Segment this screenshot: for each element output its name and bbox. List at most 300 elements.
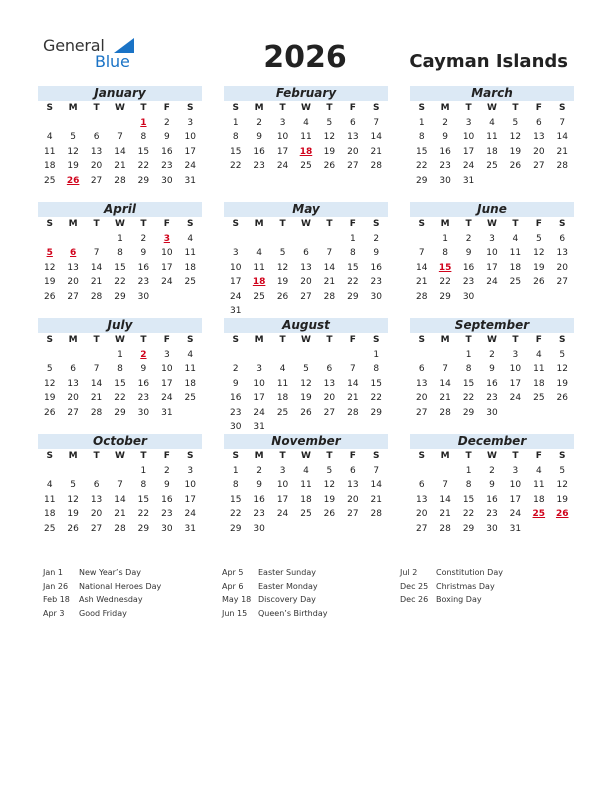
calendar-day: 24: [509, 509, 522, 519]
holiday-column: [222, 566, 327, 620]
holiday-date-label: Dec 26: [400, 595, 429, 604]
calendar-day: 19: [300, 393, 312, 403]
calendar-day: 17: [462, 146, 475, 157]
calendar-day: 17: [509, 494, 522, 505]
calendar-day: 10: [253, 378, 265, 389]
empty-cell: [85, 116, 108, 131]
calendar-day: 8: [465, 480, 472, 490]
calendar-day: 10: [276, 132, 289, 142]
calendar-day: 23: [486, 393, 498, 403]
month-april: [38, 202, 202, 304]
empty-cell: [61, 116, 84, 131]
empty-cell: [85, 232, 108, 247]
weekday-header: S: [373, 335, 380, 345]
empty-cell: [410, 232, 433, 247]
calendar-day: 19: [556, 378, 568, 389]
weekday-header: M: [440, 103, 450, 113]
weekday-header: T: [140, 335, 147, 345]
month-title: October: [38, 434, 202, 449]
calendar-day: 11: [253, 262, 265, 273]
calendar-day: 4: [535, 349, 542, 360]
calendar-day: 31: [462, 175, 475, 186]
calendar-day: 21: [439, 509, 451, 519]
holiday-name: Queen’s Birthday: [258, 608, 328, 618]
calendar-day: 13: [323, 378, 336, 389]
empty-cell: [61, 348, 84, 363]
month-title: April: [38, 202, 202, 217]
weekday-header: T: [93, 219, 100, 229]
holiday-date-label: Jan 26: [43, 581, 69, 591]
calendar-day: 15: [370, 378, 382, 389]
weekday-header: M: [440, 335, 450, 345]
calendar-day: 12: [533, 248, 545, 258]
calendar-day: 7: [373, 117, 380, 128]
calendar-day: 24: [462, 161, 475, 171]
weekday-header: S: [373, 451, 380, 461]
calendar-day: 14: [90, 262, 103, 273]
calendar-day: 14: [114, 494, 126, 505]
calendar-day: 26: [300, 407, 312, 418]
calendar-day: 30: [370, 291, 382, 302]
calendar-day: 28: [370, 161, 382, 171]
calendar-day: 25: [300, 509, 312, 519]
calendar-day: 15: [347, 262, 359, 273]
calendar-day: 30: [161, 523, 173, 534]
calendar-day: 21: [90, 393, 103, 403]
calendar-day: 22: [114, 393, 126, 403]
calendar-day: 7: [326, 248, 333, 258]
holiday-date-label: Jul 2: [400, 568, 418, 577]
calendar-day: 19: [509, 146, 522, 157]
calendar-day: 7: [117, 132, 123, 142]
holiday-name: Discovery Day: [258, 595, 316, 604]
calendar-day: 29: [462, 523, 475, 534]
day-grid: [410, 449, 574, 536]
weekday-header: T: [279, 451, 286, 461]
calendar-day: 20: [415, 393, 428, 403]
month-june: [410, 202, 574, 304]
calendar-day: 29: [229, 523, 242, 534]
weekday-header: S: [418, 219, 425, 229]
calendar-day: 15: [137, 146, 150, 157]
calendar-day: 7: [117, 480, 123, 490]
calendar-day: 23: [137, 277, 150, 287]
calendar-day: 5: [559, 349, 566, 360]
calendar-day: 11: [533, 364, 545, 374]
calendar-day: 29: [137, 175, 150, 186]
weekday-header: S: [559, 451, 566, 461]
calendar-year: 2026: [263, 40, 347, 75]
calendar-day: 24: [253, 407, 265, 418]
calendar-day: 18: [533, 378, 545, 389]
weekday-header: W: [115, 103, 125, 113]
calendar-day: 19: [533, 262, 545, 273]
weekday-header: S: [559, 219, 566, 229]
empty-cell: [271, 348, 294, 363]
weekday-header: T: [465, 219, 472, 229]
holiday-name: Constitution Day: [436, 568, 503, 577]
day-grid: [224, 333, 388, 435]
holiday-date-label: Jun 15: [222, 608, 248, 618]
weekday-header: S: [418, 451, 425, 461]
calendar-day: 23: [137, 393, 150, 403]
calendar-day: 16: [137, 262, 150, 273]
holiday-name: Easter Monday: [258, 581, 318, 591]
month-title: November: [224, 434, 388, 449]
calendar-day: 30: [137, 291, 150, 302]
empty-cell: [318, 232, 341, 247]
calendar-day: 14: [347, 378, 359, 389]
calendar-day: 29: [462, 407, 475, 418]
empty-cell: [410, 348, 433, 363]
calendar-day: 4: [187, 349, 194, 360]
calendar-day: 10: [462, 132, 475, 142]
empty-cell: [224, 232, 247, 247]
calendar-day: 10: [509, 480, 522, 490]
calendar-day: 22: [462, 509, 475, 519]
calendar-day: 25: [276, 407, 289, 418]
calendar-day: 14: [439, 378, 451, 389]
calendar-day: 14: [114, 146, 126, 157]
calendar-day: 4: [256, 248, 262, 258]
holiday-date: 15: [438, 262, 452, 273]
empty-cell: [318, 348, 341, 363]
calendar-day: 12: [323, 132, 336, 142]
weekday-header: T: [93, 103, 100, 113]
calendar-day: 14: [370, 132, 382, 142]
calendar-day: 30: [161, 175, 173, 186]
calendar-day: 16: [486, 494, 498, 505]
calendar-day: 24: [509, 393, 522, 403]
empty-cell: [247, 232, 270, 247]
calendar-day: 24: [229, 291, 242, 302]
calendar-day: 11: [300, 132, 312, 142]
calendar-day: 1: [232, 465, 239, 476]
calendar-day: 4: [535, 465, 542, 476]
weekday-header: F: [535, 103, 542, 113]
calendar-day: 25: [253, 291, 265, 302]
weekday-header: S: [232, 219, 239, 229]
month-january: [38, 86, 202, 188]
weekday-header: T: [140, 219, 147, 229]
calendar-day: 11: [533, 480, 545, 490]
calendar-day: 18: [300, 494, 312, 505]
calendar-day: 3: [512, 349, 519, 360]
day-grid: [224, 101, 388, 174]
calendar-day: 10: [486, 248, 498, 258]
calendar-day: 17: [509, 378, 522, 389]
calendar-day: 29: [415, 175, 428, 186]
empty-cell: [38, 348, 61, 363]
calendar-day: 11: [184, 364, 196, 374]
holiday-date: 6: [70, 248, 77, 258]
calendar-day: 15: [137, 494, 150, 505]
calendar-day: 14: [90, 378, 103, 389]
holiday-item: [400, 566, 503, 580]
weekday-header: T: [279, 219, 286, 229]
calendar-day: 7: [373, 465, 380, 476]
weekday-header: T: [326, 451, 333, 461]
calendar-day: 24: [161, 393, 173, 403]
holiday-item: [43, 593, 161, 607]
calendar-day: 8: [232, 480, 239, 490]
empty-cell: [224, 348, 247, 363]
weekday-header: S: [187, 451, 194, 461]
weekday-header: T: [465, 103, 472, 113]
calendar-day: 28: [114, 175, 126, 186]
weekday-header: W: [301, 103, 311, 113]
calendar-day: 30: [229, 422, 242, 432]
holiday-item: [400, 580, 503, 594]
calendar-day: 6: [303, 248, 309, 258]
month-november: [224, 434, 388, 536]
calendar-day: 4: [46, 480, 53, 490]
day-grid: [224, 449, 388, 536]
calendar-day: 24: [184, 509, 196, 519]
calendar-day: 6: [326, 364, 333, 374]
calendar-day: 15: [229, 146, 242, 157]
calendar-day: 25: [486, 161, 498, 171]
day-grid: [410, 101, 574, 188]
empty-cell: [38, 116, 61, 131]
calendar-day: 17: [486, 262, 498, 273]
calendar-day: 19: [556, 494, 568, 505]
weekday-header: S: [418, 103, 425, 113]
calendar-day: 1: [373, 349, 380, 360]
calendar-day: 21: [114, 161, 126, 171]
weekday-header: W: [301, 335, 311, 345]
holiday-name: Ash Wednesday: [79, 595, 143, 604]
calendar-day: 16: [253, 146, 265, 157]
brand-logo: [43, 36, 143, 72]
calendar-day: 26: [67, 523, 79, 534]
calendar-day: 14: [415, 262, 428, 273]
calendar-day: 8: [117, 364, 123, 374]
calendar-day: 2: [489, 349, 495, 360]
holiday-item: [222, 566, 327, 580]
calendar-day: 7: [442, 364, 448, 374]
calendar-day: 6: [93, 132, 100, 142]
calendar-day: 10: [184, 132, 196, 142]
calendar-day: 9: [442, 132, 448, 142]
holiday-name: Easter Sunday: [258, 568, 316, 577]
calendar-day: 4: [303, 117, 309, 128]
calendar-day: 23: [253, 161, 265, 171]
calendar-day: 18: [486, 146, 498, 157]
weekday-header: F: [349, 219, 356, 229]
calendar-day: 30: [439, 175, 451, 186]
calendar-day: 19: [323, 494, 336, 505]
calendar-day: 29: [439, 291, 451, 302]
calendar-day: 22: [114, 277, 126, 287]
calendar-day: 17: [276, 494, 289, 505]
calendar-day: 17: [161, 378, 173, 389]
calendar-day: 28: [90, 407, 103, 418]
calendar-day: 28: [439, 407, 451, 418]
calendar-day: 18: [533, 494, 545, 505]
calendar-day: 24: [276, 161, 289, 171]
calendar-day: 13: [556, 248, 568, 258]
calendar-day: 5: [303, 364, 309, 374]
calendar-day: 31: [229, 306, 242, 316]
weekday-header: S: [187, 335, 194, 345]
calendar-day: 21: [114, 509, 126, 519]
calendar-day: 14: [370, 480, 382, 490]
calendar-day: 23: [253, 509, 265, 519]
calendar-day: 29: [114, 407, 126, 418]
calendar-day: 26: [533, 277, 545, 287]
weekday-header: W: [301, 451, 311, 461]
calendar-day: 21: [370, 146, 382, 157]
calendar-day: 2: [489, 465, 495, 476]
calendar-day: 14: [323, 262, 336, 273]
weekday-header: S: [232, 335, 239, 345]
weekday-header: S: [559, 335, 566, 345]
calendar-day: 18: [184, 378, 196, 389]
calendar-day: 20: [415, 509, 428, 519]
calendar-day: 11: [486, 132, 498, 142]
weekday-header: W: [487, 103, 497, 113]
weekday-header: M: [68, 103, 78, 113]
calendar-day: 27: [90, 175, 103, 186]
calendar-day: 28: [415, 291, 428, 302]
day-grid: [38, 449, 202, 536]
weekday-header: S: [373, 103, 380, 113]
calendar-day: 25: [43, 523, 56, 534]
calendar-day: 13: [415, 378, 428, 389]
holiday-name: National Heroes Day: [79, 581, 162, 591]
calendar-day: 2: [140, 233, 147, 244]
calendar-day: 27: [67, 407, 79, 418]
calendar-day: 21: [370, 494, 382, 505]
calendar-day: 23: [370, 277, 382, 287]
calendar-day: 4: [187, 233, 194, 244]
calendar-day: 8: [349, 248, 356, 258]
calendar-day: 30: [486, 523, 498, 534]
calendar-day: 29: [370, 407, 382, 418]
calendar-day: 6: [418, 364, 425, 374]
holiday-date: 3: [163, 233, 170, 244]
calendar-day: 3: [187, 117, 194, 128]
calendar-day: 24: [276, 509, 289, 519]
calendar-day: 23: [462, 277, 475, 287]
calendar-day: 16: [370, 262, 382, 273]
calendar-day: 20: [347, 146, 359, 157]
holiday-name: Christmas Day: [436, 581, 495, 591]
empty-cell: [38, 464, 61, 479]
holiday-date: 26: [555, 509, 569, 519]
calendar-day: 18: [276, 393, 289, 403]
calendar-day: 27: [323, 407, 336, 418]
calendar-day: 22: [439, 277, 451, 287]
holiday-date: 18: [252, 277, 266, 287]
calendar-day: 3: [279, 117, 286, 128]
calendar-day: 17: [184, 146, 196, 157]
calendar-day: 1: [140, 465, 147, 476]
weekday-header: W: [115, 451, 125, 461]
calendar-day: 26: [323, 509, 336, 519]
calendar-day: 26: [556, 393, 568, 403]
calendar-day: 27: [533, 161, 545, 171]
calendar-day: 6: [93, 480, 100, 490]
calendar-day: 24: [161, 277, 173, 287]
calendar-day: 13: [347, 132, 359, 142]
calendar-day: 25: [43, 175, 56, 186]
calendar-day: 16: [439, 146, 451, 157]
calendar-day: 4: [46, 132, 53, 142]
calendar-day: 8: [140, 480, 147, 490]
calendar-day: 16: [161, 146, 173, 157]
calendar-day: 5: [512, 117, 519, 128]
calendar-day: 25: [184, 393, 196, 403]
calendar-day: 30: [253, 523, 265, 534]
weekday-header: F: [163, 219, 170, 229]
calendar-day: 18: [43, 509, 56, 519]
holiday-date-label: Dec 25: [400, 581, 429, 591]
calendar-day: 13: [533, 132, 545, 142]
calendar-day: 31: [161, 407, 173, 418]
empty-cell: [108, 116, 131, 131]
calendar-day: 17: [229, 277, 242, 287]
calendar-day: 20: [556, 262, 568, 273]
calendar-day: 26: [43, 407, 56, 418]
calendar-day: 3: [512, 465, 519, 476]
calendar-day: 1: [117, 233, 123, 244]
calendar-day: 17: [253, 393, 265, 403]
calendar-day: 28: [556, 161, 568, 171]
calendar-day: 19: [43, 393, 56, 403]
calendar-day: 3: [232, 248, 239, 258]
calendar-day: 11: [184, 248, 196, 258]
calendar-day: 30: [486, 407, 498, 418]
empty-cell: [61, 232, 84, 247]
calendar-day: 22: [347, 277, 359, 287]
calendar-day: 22: [137, 161, 150, 171]
calendar-day: 20: [300, 277, 312, 287]
calendar-day: 6: [349, 117, 356, 128]
month-february: [224, 86, 388, 174]
calendar-day: 22: [137, 509, 150, 519]
calendar-day: 29: [114, 291, 126, 302]
calendar-day: 9: [163, 132, 170, 142]
calendar-day: 10: [184, 480, 196, 490]
calendar-day: 21: [439, 393, 451, 403]
calendar-day: 23: [161, 161, 173, 171]
weekday-header: T: [93, 451, 100, 461]
calendar-day: 12: [509, 132, 522, 142]
calendar-day: 27: [415, 523, 428, 534]
calendar-day: 8: [418, 132, 425, 142]
calendar-day: 5: [326, 465, 333, 476]
month-title: May: [224, 202, 388, 217]
calendar-day: 20: [90, 161, 103, 171]
calendar-day: 23: [229, 407, 242, 418]
calendar-day: 6: [559, 233, 566, 244]
calendar-day: 9: [256, 480, 262, 490]
calendar-day: 11: [509, 248, 522, 258]
calendar-day: 26: [276, 291, 289, 302]
calendar-day: 21: [556, 146, 568, 157]
calendar-day: 8: [373, 364, 380, 374]
calendar-day: 27: [300, 291, 312, 302]
empty-cell: [108, 464, 131, 479]
empty-cell: [341, 348, 364, 363]
holiday-item: [400, 593, 503, 607]
weekday-header: W: [487, 451, 497, 461]
empty-cell: [433, 348, 456, 363]
calendar-day: 2: [256, 117, 262, 128]
month-title: September: [410, 318, 574, 333]
